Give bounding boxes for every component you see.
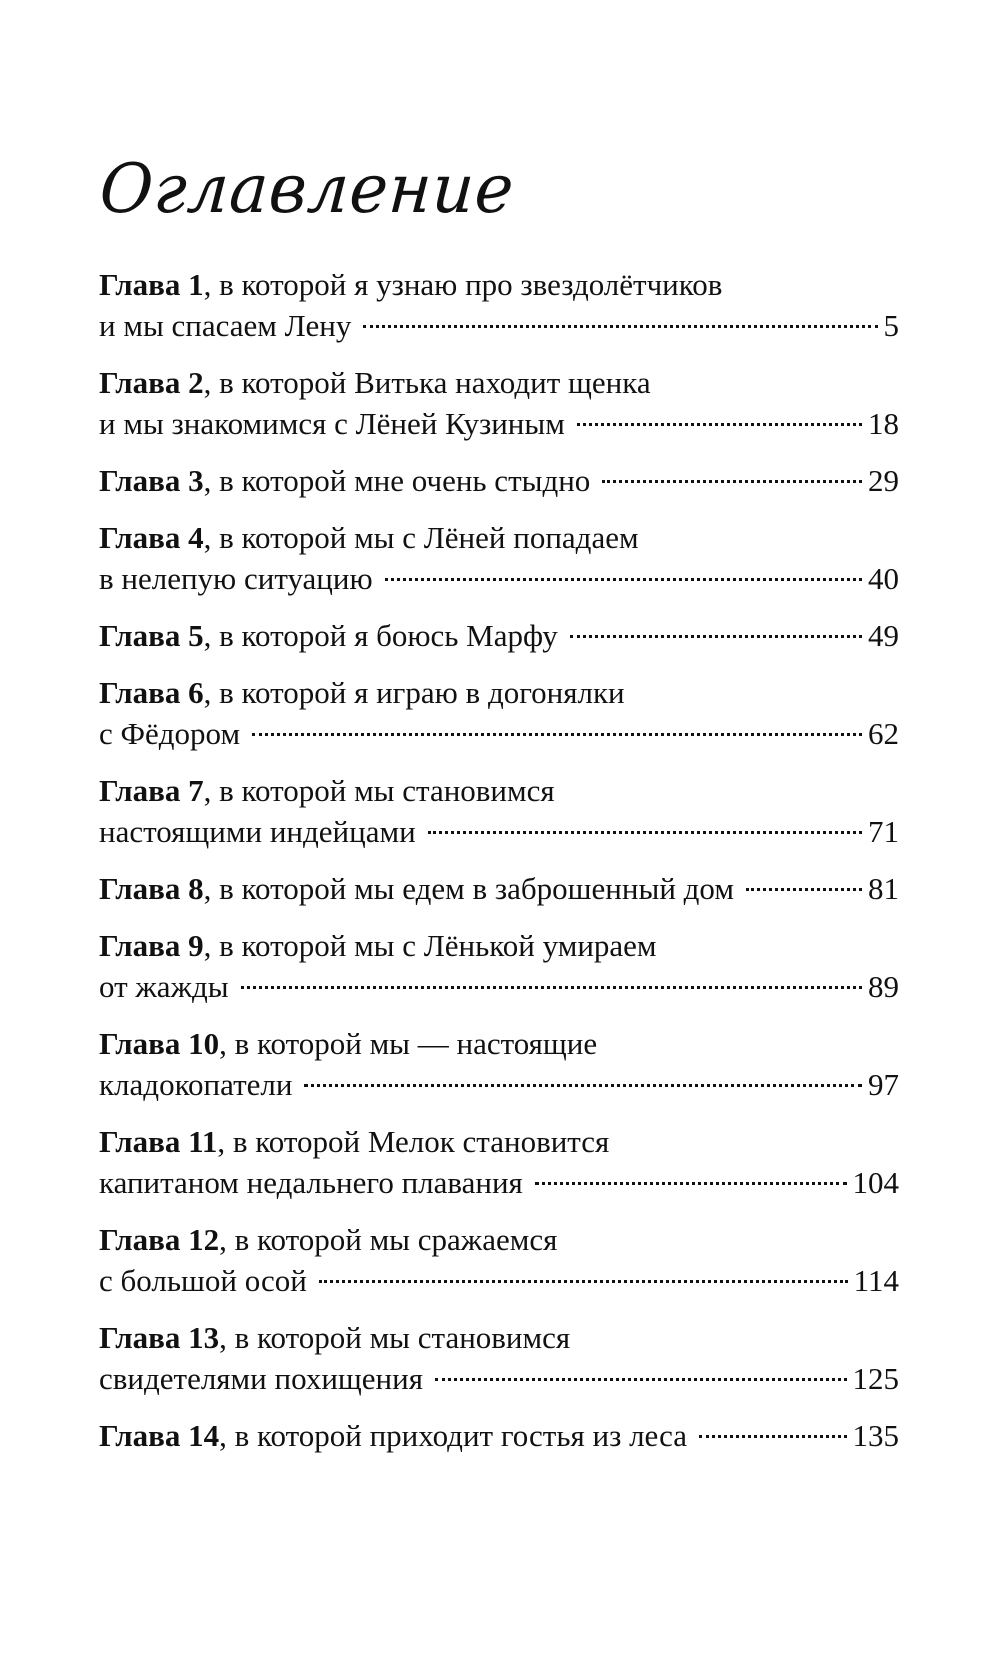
page-number: 62 — [868, 716, 899, 751]
page-number: 135 — [852, 1418, 899, 1453]
toc-entry-line — [99, 264, 899, 305]
toc-entry-line — [99, 811, 899, 852]
dot-leader — [699, 1435, 847, 1438]
toc-entry-line — [99, 925, 899, 966]
toc-entry-line — [99, 403, 899, 444]
toc-entry-line — [99, 615, 899, 656]
toc-entry — [99, 868, 899, 909]
dot-leader — [319, 1280, 848, 1283]
page-number: 97 — [868, 1067, 899, 1102]
chapter-label: Глава 13 — [99, 1320, 220, 1355]
dot-leader — [602, 480, 862, 483]
toc-entry — [99, 1121, 899, 1203]
chapter-title: , в которой мы с Лёнькой умираем — [203, 928, 657, 963]
chapter-title-continued: свидетелями похищения — [99, 1361, 423, 1396]
page-number: 125 — [852, 1361, 899, 1396]
page-number: 89 — [868, 969, 899, 1004]
chapter-title: , в которой я узнаю про звездолётчиков — [203, 267, 723, 302]
toc-entry-line — [99, 868, 899, 909]
table-of-contents — [99, 264, 899, 1456]
toc-entry-line — [99, 1415, 899, 1456]
chapter-title: , в которой Мелок становится — [217, 1124, 610, 1159]
toc-entry-line — [99, 966, 899, 1007]
page-number: 49 — [868, 618, 899, 653]
chapter-title: , в которой мы становимся — [203, 773, 555, 808]
toc-entry-line — [99, 1162, 899, 1203]
toc-entry-line — [99, 517, 899, 558]
dot-leader — [363, 325, 877, 328]
chapter-label: Глава 3 — [99, 463, 204, 498]
dot-leader — [535, 1182, 847, 1185]
toc-entry — [99, 925, 899, 1007]
toc-entry-line — [99, 362, 899, 403]
chapter-title: , в которой Витька находит щенка — [203, 365, 651, 400]
chapter-title-continued: и мы спасаем Лену — [99, 308, 352, 343]
chapter-title-continued: с большой осой — [99, 1263, 307, 1298]
dot-leader — [746, 888, 862, 891]
dot-leader — [570, 635, 862, 638]
chapter-title-continued: от жажды — [99, 969, 229, 1004]
dot-leader — [385, 578, 862, 581]
chapter-title: , в которой я боюсь Марфу — [203, 618, 558, 653]
toc-entry — [99, 460, 899, 501]
toc-entry-line — [99, 1064, 899, 1105]
dot-leader — [577, 423, 862, 426]
chapter-title: , в которой мне очень стыдно — [203, 463, 591, 498]
toc-entry — [99, 615, 899, 656]
chapter-label: Глава 9 — [99, 928, 204, 963]
chapter-label: Глава 7 — [99, 773, 204, 808]
toc-entry-line — [99, 1121, 899, 1162]
page-number: 81 — [868, 871, 899, 906]
toc-entry-line — [99, 770, 899, 811]
chapter-label: Глава 1 — [99, 267, 204, 302]
toc-entry-line — [99, 1260, 899, 1301]
chapter-title: , в которой приходит гостья из леса — [219, 1418, 687, 1453]
page-number: 18 — [868, 406, 899, 441]
page-title: Оглавление — [97, 150, 517, 229]
chapter-title-continued: и мы знакомимся с Лёней Кузиным — [99, 406, 565, 441]
page-number: 104 — [852, 1165, 899, 1200]
chapter-label: Глава 4 — [99, 520, 204, 555]
toc-entry — [99, 1317, 899, 1399]
page-number: 40 — [868, 561, 899, 596]
toc-entry-line — [99, 1358, 899, 1399]
chapter-title: , в которой мы сражаемся — [219, 1222, 558, 1257]
chapter-label: Глава 10 — [99, 1026, 220, 1061]
toc-entry-line — [99, 1317, 899, 1358]
chapter-label: Глава 2 — [99, 365, 204, 400]
chapter-title: , в которой мы с Лёней попадаем — [203, 520, 639, 555]
toc-entry — [99, 672, 899, 754]
chapter-label: Глава 12 — [99, 1222, 220, 1257]
toc-entry-line — [99, 672, 899, 713]
chapter-title-continued: настоящими индейцами — [99, 814, 416, 849]
page-number: 29 — [868, 463, 899, 498]
chapter-label: Глава 11 — [99, 1124, 218, 1159]
toc-entry — [99, 1415, 899, 1456]
toc-entry-line — [99, 558, 899, 599]
toc-entry — [99, 770, 899, 852]
toc-entry-line — [99, 305, 899, 346]
dot-leader — [435, 1378, 847, 1381]
toc-entry — [99, 1023, 899, 1105]
toc-entry-line — [99, 713, 899, 754]
page-number: 5 — [883, 308, 899, 343]
dot-leader — [252, 733, 862, 736]
dot-leader — [304, 1084, 862, 1087]
chapter-title-continued: в нелепую ситуацию — [99, 561, 373, 596]
page-number: 71 — [868, 814, 899, 849]
toc-entry-line — [99, 1219, 899, 1260]
dot-leader — [241, 986, 862, 989]
toc-entry — [99, 264, 899, 346]
chapter-title-continued: кладокопатели — [99, 1067, 293, 1102]
toc-entry-line — [99, 460, 899, 501]
dot-leader — [428, 831, 862, 834]
chapter-title-continued: с Фёдором — [99, 716, 241, 751]
chapter-title: , в которой мы становимся — [219, 1320, 571, 1355]
toc-entry — [99, 1219, 899, 1301]
chapter-label: Глава 14 — [99, 1418, 220, 1453]
chapter-title: , в которой я играю в догонялки — [203, 675, 625, 710]
chapter-label: Глава 6 — [99, 675, 204, 710]
toc-entry — [99, 362, 899, 444]
toc-entry — [99, 517, 899, 599]
chapter-title: , в которой мы — настоящие — [219, 1026, 598, 1061]
chapter-label: Глава 5 — [99, 618, 204, 653]
page-number: 114 — [853, 1263, 899, 1298]
chapter-title: , в которой мы едем в заброшенный дом — [203, 871, 734, 906]
toc-entry-line — [99, 1023, 899, 1064]
chapter-label: Глава 8 — [99, 871, 204, 906]
chapter-title-continued: капитаном недальнего плавания — [99, 1165, 523, 1200]
